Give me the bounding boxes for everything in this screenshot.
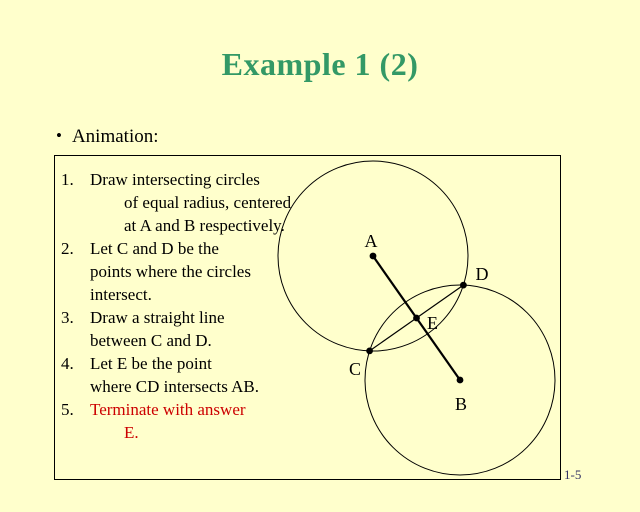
bullet-label: Animation: — [71, 126, 159, 147]
instruction-text: intersect. — [90, 285, 152, 304]
instruction-number: 1. — [61, 170, 74, 189]
instruction-text: Let E be the point — [90, 354, 212, 373]
point-dot-e — [413, 315, 420, 322]
page-number: 1-5 — [564, 467, 582, 482]
instruction-text: where CD intersects AB. — [90, 377, 260, 396]
instruction-number: 5. — [61, 400, 74, 419]
instruction-number: 4. — [61, 354, 74, 373]
point-label-e: E — [427, 313, 438, 333]
point-label-c: C — [348, 359, 362, 379]
instruction-text: E. — [124, 423, 139, 442]
instruction-number: 2. — [61, 239, 74, 258]
point-dot-c — [366, 348, 373, 355]
point-label-d: D — [475, 264, 489, 284]
point-dot-b — [457, 377, 464, 384]
point-dot-d — [460, 282, 467, 289]
instruction-number: 3. — [61, 308, 74, 327]
instruction-text: Draw a straight line — [90, 308, 225, 327]
instruction-text: Draw intersecting circles — [90, 170, 260, 189]
bullet-icon: • — [56, 126, 62, 145]
point-label-a: A — [364, 231, 378, 251]
instruction-text: at A and B respectively. — [124, 216, 285, 235]
instruction-text: Let C and D be the — [90, 239, 219, 258]
instruction-text: of equal radius, centered — [124, 193, 292, 212]
page-title: Example 1 (2) — [221, 46, 419, 82]
point-dot-a — [370, 253, 377, 260]
point-label-b: B — [454, 394, 468, 414]
instruction-text: between C and D. — [90, 331, 212, 350]
instruction-text: Terminate with answer — [90, 400, 246, 419]
instruction-text: points where the circles — [90, 262, 251, 281]
